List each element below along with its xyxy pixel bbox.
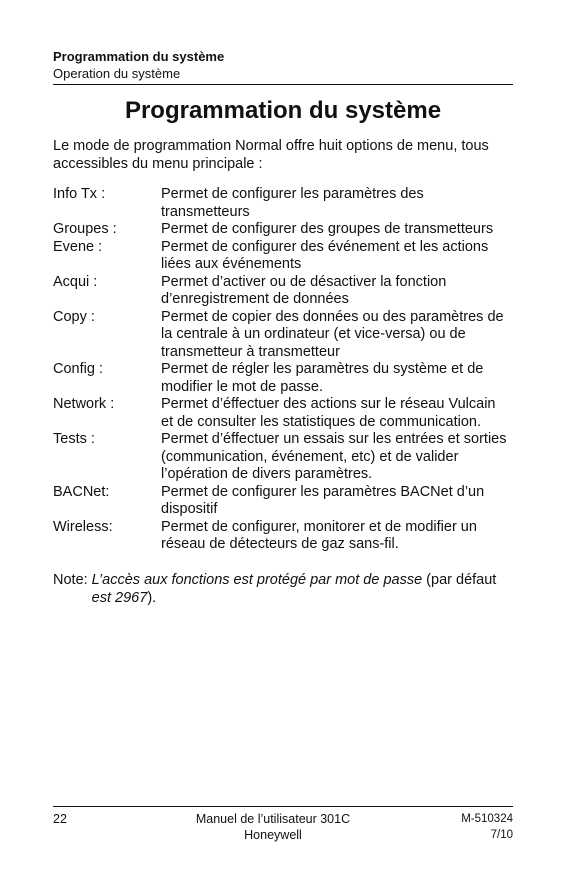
option-description-line: Permet de configurer, monitorer et de modifier un	[161, 518, 477, 535]
option-description-line: réseau de détecteurs de gaz sans-fil.	[161, 536, 399, 552]
option-description-line: Permet de copier des données ou des paramètres de	[161, 308, 504, 325]
option-description-line: liées aux événements	[161, 256, 302, 272]
menu-options-list	[53, 186, 523, 554]
option-description	[161, 186, 523, 221]
option-key: Evene :	[53, 238, 103, 255]
revision-date: 7/10	[490, 829, 513, 841]
option-description-line: d’enregistrement de données	[161, 291, 349, 307]
note-text: (par défaut	[422, 572, 497, 588]
company-name: Honeywell	[244, 828, 302, 842]
running-header-subtitle: Operation du système	[53, 66, 181, 81]
note-text-end: ).	[147, 590, 157, 606]
manual-title: Manuel de l’utilisateur 301C	[195, 812, 351, 826]
option-description	[161, 239, 523, 274]
option-network	[53, 396, 523, 431]
intro-line: Le mode de programmation Normal offre huit options de menu, tous	[53, 138, 489, 154]
option-description-line: Permet de régler les paramètres du système et de	[161, 361, 484, 377]
footer-center	[173, 811, 373, 843]
option-description-line: transmetteurs	[161, 203, 250, 220]
option-key: Info Tx :	[53, 186, 106, 202]
option-key: BACNet:	[53, 483, 110, 500]
option-key: Copy :	[53, 308, 95, 325]
intro-line: accessibles du menu principale :	[53, 156, 263, 172]
option-description-line: la centrale à un ordinateur (et vice-versa) ou de	[161, 326, 466, 342]
option-description-line: Permet de configurer les paramètres BACNet d’un	[161, 483, 485, 500]
option-description	[161, 274, 523, 309]
option-description	[161, 519, 523, 554]
option-description-line: (communication, événement, etc) et de valider	[161, 448, 459, 465]
option-description	[161, 309, 523, 362]
note-body	[92, 571, 523, 607]
option-description	[161, 361, 523, 396]
option-description-line: Permet de configurer des groupes de transmetteurs	[161, 221, 494, 237]
note-text-italic: L’accès aux fonctions est protégé par mot de passe	[91, 572, 423, 588]
document-number: M-510324	[461, 813, 513, 825]
option-description-line: transmetteur à transmetteur	[161, 343, 340, 360]
option-description	[161, 221, 523, 239]
option-description-line: modifier le mot de passe.	[161, 378, 323, 395]
page-number: 22	[53, 812, 67, 826]
option-key: Tests :	[53, 431, 95, 447]
option-key: Network :	[53, 396, 115, 412]
option-wireless	[53, 519, 523, 554]
option-description-line: Permet d’éffectuer des actions sur le réseau Vulcain	[161, 396, 496, 412]
option-acqui	[53, 274, 523, 309]
option-tests	[53, 431, 523, 484]
option-key: Config :	[53, 361, 103, 377]
option-groupes	[53, 221, 523, 239]
option-config	[53, 361, 523, 396]
option-description-line: dispositif	[161, 501, 218, 517]
page-title: Programmation du système	[124, 97, 442, 124]
option-description-line: Permet de configurer les paramètres des	[161, 186, 424, 202]
option-description-line: Permet de configurer des événement et les actions	[161, 238, 489, 255]
option-description-line: l’opération de divers paramètres.	[161, 466, 373, 482]
running-header-title: Programmation du système	[53, 49, 225, 64]
option-key: Groupes :	[53, 221, 117, 237]
password-note	[53, 571, 523, 607]
option-copy	[53, 309, 523, 362]
option-description	[161, 431, 523, 484]
option-description-line: Permet d’activer ou de désactiver la fonction	[161, 273, 447, 290]
footer-right	[461, 811, 513, 843]
option-description	[161, 396, 523, 431]
note-label: Note:	[53, 572, 88, 588]
option-description	[161, 484, 523, 519]
option-info-tx	[53, 186, 523, 221]
running-header	[53, 48, 513, 85]
option-evene	[53, 239, 523, 274]
page-footer	[53, 806, 513, 842]
option-bacnet	[53, 484, 523, 519]
option-key: Acqui :	[53, 273, 98, 290]
note-default-password: est 2967	[91, 590, 148, 606]
option-key: Wireless:	[53, 518, 113, 535]
option-description-line: et de consulter les statistiques de communication.	[161, 413, 481, 430]
intro-paragraph	[53, 137, 513, 173]
note-line-2	[92, 589, 523, 607]
option-description-line: Permet d’éffectuer un essais sur les entrées et sorties	[161, 431, 507, 447]
